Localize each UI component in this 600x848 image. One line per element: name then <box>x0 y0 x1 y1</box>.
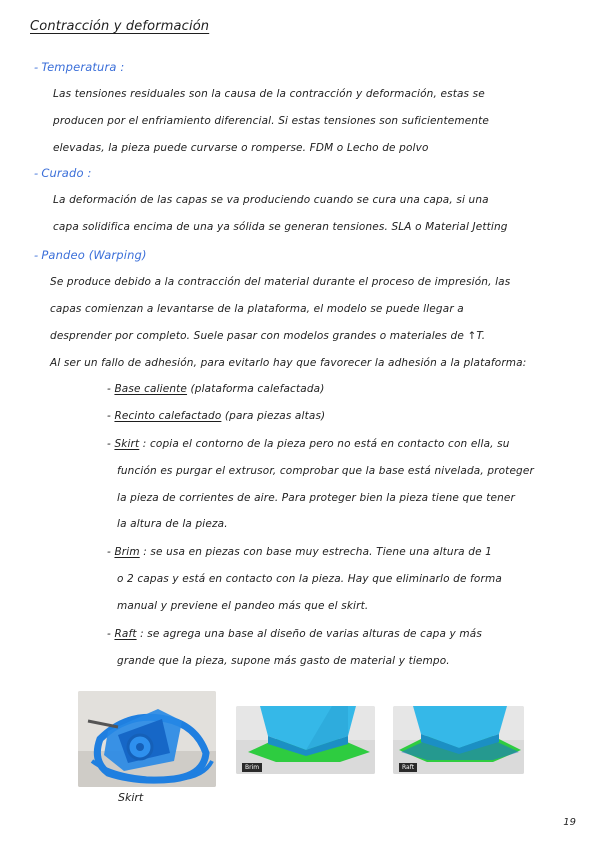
skirt-line-2: función es purgar el extrusor, comprobar que la base está nivelada, proteger <box>117 465 534 477</box>
pandeo-line-1: Se produce debido a la contracción del material durante el proceso de impresión, las <box>50 276 511 288</box>
temperatura-heading-text: Temperatura <box>41 60 117 74</box>
base-caliente-rest: (plataforma calefactada) <box>190 383 325 395</box>
curado-line-2: capa solidifica encima de una ya sólida se generan tensiones. SLA o Material Jetting <box>53 221 508 233</box>
bullet-base-caliente: - Base caliente (plataforma calefactada) <box>107 383 325 395</box>
brim-label: Brim <box>114 546 140 558</box>
section-heading-curado: - Curado : <box>34 166 92 180</box>
page-number: 19 <box>563 817 576 828</box>
curado-line-1: La deformación de las capas se va produciendo cuando se cura una capa, si una <box>53 194 489 206</box>
pandeo-line-2: capas comienzan a levantarse de la plataforma, el modelo se puede llegar a <box>50 303 464 315</box>
brim-line-2: o 2 capas y está en contacto con la pieza. Hay que eliminarlo de forma <box>117 573 502 585</box>
bullet-recinto: - Recinto calefactado (para piezas altas) <box>107 410 326 422</box>
skirt-caption: Skirt <box>118 791 144 804</box>
brim-render <box>236 706 375 774</box>
section-heading-pandeo: - Pandeo (Warping) <box>34 248 147 262</box>
temperatura-line-3: elevadas, la pieza puede curvarse o romperse. FDM o Lecho de polvo <box>53 142 429 154</box>
recinto-label: Recinto calefactado <box>114 410 222 422</box>
recinto-rest: (para piezas altas) <box>224 410 326 422</box>
skirt-line-1: : copia el contorno de la pieza pero no está en contacto con ella, su <box>142 438 510 450</box>
pandeo-heading-text: Pandeo (Warping) <box>41 248 147 262</box>
bullet-raft: - Raft : se agrega una base al diseño de varias alturas de capa y más <box>107 628 482 640</box>
brim-tag: Brim <box>242 763 262 772</box>
raft-line-1: : se agrega una base al diseño de varias alturas de capa y más <box>140 628 482 640</box>
raft-render <box>393 706 524 774</box>
skirt-line-3: la pieza de corrientes de aire. Para proteger bien la pieza tiene que tener <box>117 492 515 504</box>
brim-line-3: manual y previene el pandeo más que el skirt. <box>117 600 369 612</box>
curado-heading-text: Curado <box>41 166 84 180</box>
section-heading-temperatura: - Temperatura : <box>34 60 125 74</box>
raft-tag: Raft <box>399 763 417 772</box>
raft-line-2: grande que la pieza, supone más gasto de material y tiempo. <box>117 655 450 667</box>
brim-line-1: : se usa en piezas con base muy estrecha. Tiene una altura de 1 <box>143 546 492 558</box>
skirt-label: Skirt <box>114 438 140 450</box>
skirt-print-illustration <box>78 691 216 787</box>
page-title: Contracción y deformación <box>30 19 210 34</box>
skirt-line-4: la altura de la pieza. <box>117 518 228 530</box>
temperatura-line-1: Las tensiones residuales son la causa de la contracción y deformación, estas se <box>53 88 485 100</box>
bullet-brim: - Brim : se usa en piezas con base muy estrecha. Tiene una altura de 1 <box>107 546 492 558</box>
bullet-skirt: - Skirt : copia el contorno de la pieza pero no está en contacto con ella, su <box>107 438 510 450</box>
temperatura-line-2: producen por el enfriamiento diferencial. Si estas tensiones son suficientemente <box>53 115 490 127</box>
raft-label: Raft <box>114 628 137 640</box>
base-caliente-label: Base caliente <box>114 383 188 395</box>
skirt-photo <box>78 691 216 787</box>
pandeo-line-3: desprender por completo. Suele pasar con modelos grandes o materiales de ↑T. <box>50 330 486 342</box>
pandeo-line-4: Al ser un fallo de adhesión, para evitarlo hay que favorecer la adhesión a la plataforma: <box>50 357 527 369</box>
